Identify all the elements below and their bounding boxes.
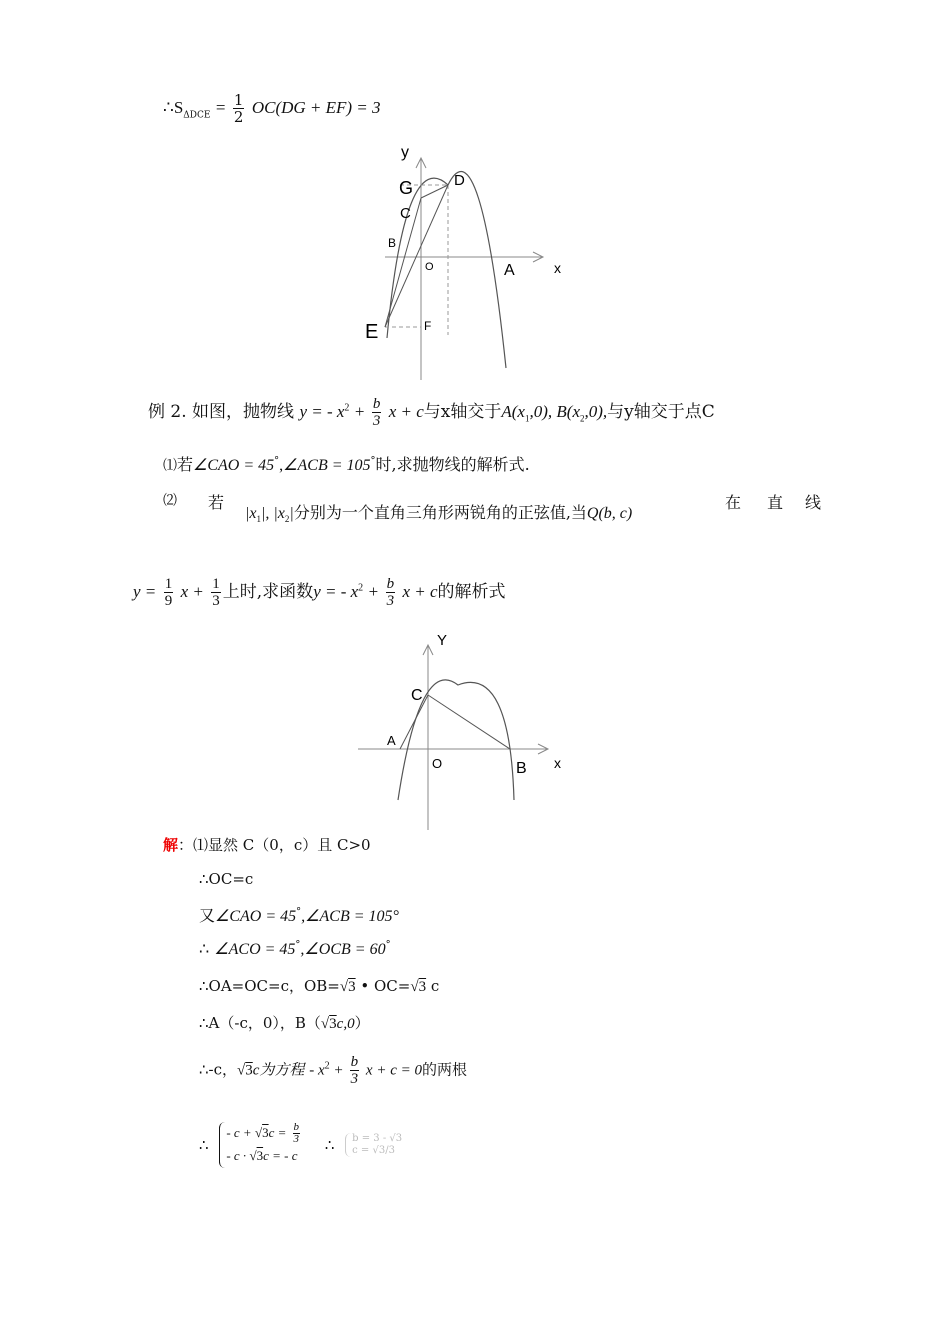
label-d: D: [454, 172, 465, 189]
solution-system: ∴ - c + √3c = $\frac{b}{3}$ - c · √3c = - c ∴ b = 3 - √3 c = √3/3: [199, 1122, 402, 1168]
label-y: y: [401, 144, 409, 161]
label-b: B: [516, 760, 527, 777]
parabola: [387, 172, 506, 368]
part-2-question: ⑵ 若 $|x_1|$, $|x_2|$分别为一个直角三角形两锐角的正弦值,当Q(b, c) 在 直 线: [163, 493, 822, 525]
solution-step-4: ∴ ∠ACO = 45°,∠OCB = 60°: [199, 939, 391, 958]
label-o: O: [432, 756, 443, 771]
label-o: O: [425, 261, 434, 273]
label-x: x: [554, 755, 561, 771]
fraction-b-over-3: $\frac{b}{3}$: [372, 396, 381, 429]
label-x: x: [554, 260, 561, 276]
fraction-half: $\frac{1}{2}$: [233, 91, 244, 126]
example-2-statement: 例 2. 如图，抛物线 y = - $x^2$ + $\frac{b}{3}$ x + c与x轴交于$A(x_1,0)$, $B(x_2,0)$,与y轴交于点C: [148, 396, 715, 429]
figure-2: [350, 625, 580, 835]
line-equation: y = $\frac{1}{9}$ x + $\frac{1}{3}$ 上时,求函数y = - $x^2$ + $\frac{b}{3}$ x + c的解析式: [133, 576, 506, 609]
system-2-faded: b = 3 - √3 c = √3/3: [345, 1133, 402, 1157]
solution-label: 解: [163, 836, 179, 854]
part-1-question: ⑴若∠CAO = 45°,∠ACB = 105°时,求抛物线的解析式.: [163, 455, 530, 474]
label-y: Y: [437, 632, 448, 649]
solution-step-5: ∴OA=OC=c，OB=√3 • OC=√3 c: [199, 977, 440, 995]
solution-step-3: 又∠CAO = 45°,∠ACB = 105°: [199, 906, 399, 925]
label-c: C: [400, 205, 411, 222]
figure-1: [355, 140, 585, 385]
label-g: G: [399, 178, 414, 198]
therefore-symbol: ∴: [163, 98, 174, 118]
label-b: B: [388, 236, 397, 250]
label-a: A: [387, 733, 396, 748]
solution-step-7: ∴-c，√3c为方程 - $x^2$ + $\frac{b}{3}$ x + c = 0的两根: [199, 1054, 467, 1087]
label-a: A: [504, 262, 515, 279]
area-formula: $\therefore S_{\Delta DCE}$ = $\frac{1}{2}$ OC(DG + EF) = 3: [163, 91, 381, 126]
label-c: C: [411, 687, 423, 704]
solution-step-6: ∴A（-c，0），B（√3c,0）: [199, 1014, 370, 1032]
solution-step-2: ∴OC=c: [199, 870, 254, 888]
system-1: - c + √3c = $\frac{b}{3}$ - c · √3c = - c: [219, 1122, 302, 1168]
label-f: F: [424, 319, 432, 333]
solution-step-1: 解：⑴显然 C（0，c）且 C>0: [163, 836, 371, 854]
label-e: E: [365, 321, 379, 343]
segment-ed: [385, 185, 448, 327]
segment-cd: [421, 185, 448, 198]
